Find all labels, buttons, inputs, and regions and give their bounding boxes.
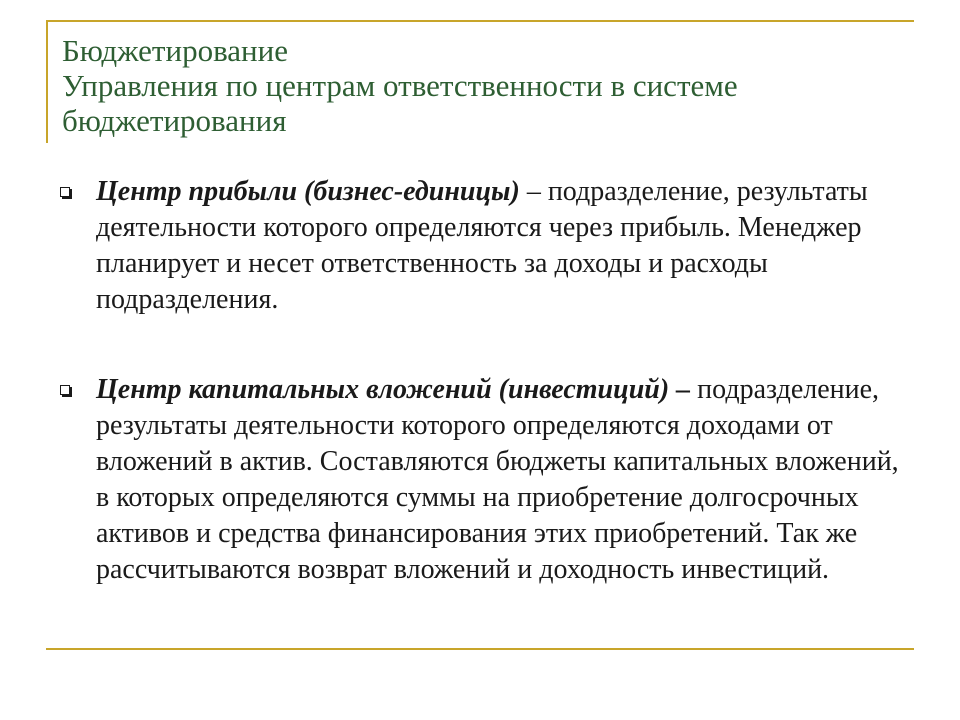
slide-content [56,174,906,588]
slide-title-sub: Управления по центрам ответственности в системе бюджетирования [62,68,738,138]
bullet-dash: – [669,374,698,405]
slide-title [62,33,902,138]
title-accent-rule-vertical [46,20,48,143]
hollow-square-bullet-icon [60,187,70,197]
bullet-term: Центр прибыли (бизнес-единицы) [96,176,520,207]
hollow-square-bullet-icon [60,385,70,395]
bullet-term: Центр капитальных вложений (инвестиций) [96,374,670,405]
bullet-text: подразделение, результаты деятельности которого определяются через прибыль. Менеджер планирует и несет ответственность за доходы и расходы подразделения. [96,176,868,315]
slide-title-main: Бюджетирование [62,33,288,68]
bullet-item-investment-center [56,372,906,588]
bullet-text: подразделение, результаты деятельности которого определяются доходами от вложений в актив. Составляются бюджеты капитальных вложений, в которых определяются суммы на приобретение долгосрочных активов и средства финансирования этих приобретений. Так же рассчитываются возврат вложений и доходность инвестиций. [96,374,899,585]
bullet-item-profit-center [56,174,906,318]
bullet-dash: – [519,176,548,207]
title-accent-rule-top [46,20,914,22]
footer-accent-rule [46,648,914,650]
